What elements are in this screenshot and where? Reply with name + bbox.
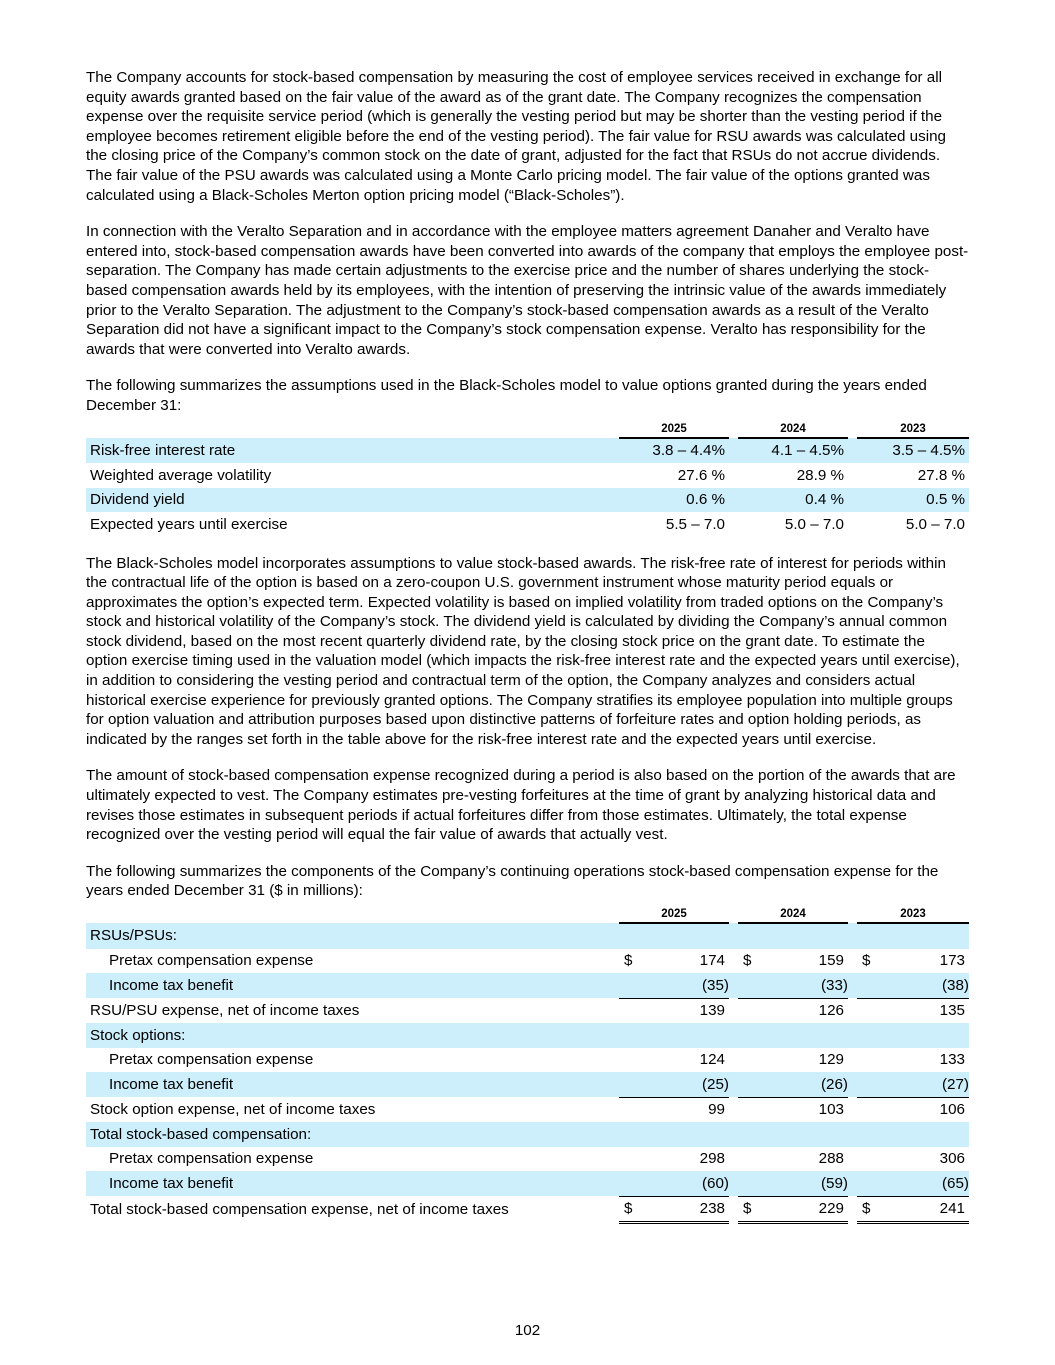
table-row: [86, 512, 969, 537]
value-cell: 133: [939, 1051, 965, 1069]
value-cell: 28.9 %: [796, 466, 844, 484]
value-cell: 5.5 – 7.0: [665, 515, 725, 533]
value-cell: (35): [639, 973, 729, 998]
value-cell: 174: [699, 952, 725, 970]
value-cell: 99: [708, 1101, 725, 1119]
row-label: Pretax compensation expense: [109, 952, 314, 970]
total-row: [86, 1196, 969, 1223]
year-header: 2025: [619, 420, 729, 438]
value-cell: 5.0 – 7.0: [784, 515, 844, 533]
table-row: [86, 949, 969, 974]
section-header-row: [86, 1122, 969, 1147]
currency-symbol: $: [862, 952, 871, 970]
table-row: [86, 1072, 969, 1097]
year-header: 2023: [857, 905, 969, 923]
value-cell: 27.6 %: [677, 466, 725, 484]
value-cell: 106: [939, 1101, 965, 1119]
value-cell: (25): [639, 1072, 729, 1097]
row-label: Income tax benefit: [86, 1072, 619, 1097]
value-cell: 5.0 – 7.0: [905, 515, 965, 533]
paragraph-expense-intro: The following summarizes the components of the Company’s continuing operations stock-based compensation expense for the years ended December 31 ($ in millions):: [86, 862, 939, 900]
section-label: Total stock-based compensation:: [86, 1122, 619, 1147]
year-header: 2025: [619, 905, 729, 923]
value-cell: 126: [818, 1002, 844, 1020]
stock-comp-expense-table: [86, 905, 969, 1224]
section-header-row: [86, 923, 969, 949]
value-cell: 3.8 – 4.4%: [619, 438, 729, 464]
row-label: Risk-free interest rate: [86, 438, 619, 464]
value-cell: (60): [639, 1171, 729, 1196]
paragraph-veralto-separation: In connection with the Veralto Separation and in accordance with the employee matters agreement Danaher and Veralto have entered into, stock-based compensation awards have been converted into awards of the company that employs the employee post-separation. The Company has made certain adjustments to the exercise price and the number of shares underlying the stock-based compensation awards held by its employees, with the intention of preserving the intrinsic value of the awards immediately prior to the Veralto Separation. The adjustment to the Company’s stock-based compensation awards as a result of the Veralto Separation did not have a significant impact to the Company’s stock compensation expense. Veralto has responsibility for the awards that were converted into Veralto awards.: [86, 223, 969, 358]
value-cell: 159: [818, 952, 844, 970]
black-scholes-assumptions-table: [86, 420, 969, 537]
paragraph-assumptions-intro: The following summarizes the assumptions used in the Black-Scholes model to value options granted during the years ended December 31:: [86, 377, 927, 414]
table-row: [86, 438, 969, 464]
year-header: 2024: [738, 905, 848, 923]
value-cell: 135: [939, 1002, 965, 1020]
row-label: Total stock-based compensation expense, net of income taxes: [90, 1200, 509, 1218]
value-cell: 3.5 – 4.5%: [857, 438, 969, 464]
table-row: [86, 1048, 969, 1073]
section-label: Stock options:: [86, 1023, 619, 1048]
year-header: 2023: [857, 420, 969, 438]
row-label: Stock option expense, net of income taxes: [90, 1101, 376, 1118]
row-label: Expected years until exercise: [90, 515, 288, 533]
paragraph-forfeitures: The amount of stock-based compensation expense recognized during a period is also based on the portion of the awards that are ultimately expected to vest. The Company estimates pre-vesting forfeitures at the time of grant by analyzing historical data and revises those estimates in subsequent periods if actual forfeitures differ from those estimates. Ultimately, the total expense recognized over the vesting period will equal the fair value of awards that actually vest.: [86, 767, 956, 844]
table-row: [86, 1147, 969, 1172]
paragraph-stock-comp-accounting: The Company accounts for stock-based compensation by measuring the cost of employee services received in exchange for all equity awards granted based on the fair value of the award as of the grant date. The Company recognizes the compensation expense over the requisite service period (which is generally the vesting period but may be shorter than the vesting period if the employee becomes retirement eligible before the end of the vesting period). The fair value for RSU awards was calculated using the closing price of the Company’s common stock on the date of grant, adjusted for the fact that RSUs do not accrue dividends. The fair value of the PSU awards was calculated using a Monte Carlo pricing model. The fair value of the options granted was calculated using a Black-Scholes Merton option pricing model (“Black-Scholes”).: [86, 69, 946, 204]
section-header-row: [86, 1023, 969, 1048]
row-label: Weighted average volatility: [90, 466, 272, 484]
section-label: RSUs/PSUs:: [86, 923, 619, 949]
value-cell: (59): [758, 1171, 848, 1196]
value-cell: 229: [758, 1196, 848, 1223]
row-label: Pretax compensation expense: [109, 1150, 314, 1168]
row-label: RSU/PSU expense, net of income taxes: [90, 1002, 360, 1019]
subtotal-row: [86, 1097, 969, 1122]
currency-symbol: $: [624, 952, 633, 970]
value-cell: (26): [758, 1072, 848, 1097]
value-cell: (33): [758, 973, 848, 998]
table-header-row: [86, 905, 969, 923]
value-cell: 129: [818, 1051, 844, 1069]
currency-symbol: $: [743, 952, 752, 970]
value-cell: 0.4 %: [738, 488, 848, 513]
value-cell: 241: [877, 1196, 969, 1223]
year-header: 2024: [738, 420, 848, 438]
table-row: [86, 488, 969, 513]
page-number: 102: [514, 1322, 541, 1339]
value-cell: 0.6 %: [619, 488, 729, 513]
currency-symbol: $: [857, 1196, 877, 1223]
value-cell: (38): [877, 973, 969, 998]
value-cell: (65): [877, 1171, 969, 1196]
value-cell: 139: [699, 1002, 725, 1020]
document-page: [86, 68, 969, 1241]
value-cell: 4.1 – 4.5%: [738, 438, 848, 464]
value-cell: 298: [699, 1150, 725, 1168]
value-cell: 103: [818, 1101, 844, 1119]
table-row: [86, 973, 969, 998]
currency-symbol: $: [619, 1196, 639, 1223]
subtotal-row: [86, 998, 969, 1023]
currency-symbol: $: [738, 1196, 758, 1223]
value-cell: 288: [818, 1150, 844, 1168]
row-label: Pretax compensation expense: [109, 1051, 314, 1069]
value-cell: 0.5 %: [857, 488, 969, 513]
value-cell: 173: [939, 952, 965, 970]
value-cell: 27.8 %: [917, 466, 965, 484]
paragraph-black-scholes-explanation: The Black-Scholes model incorporates assumptions to value stock-based awards. The risk-free rate of interest for periods within the contractual life of the option is based on a zero-coupon U.S. government instrument whose maturity period equals or approximates the option’s expected term. Expected volatility is based on implied volatility from traded options on the Company’s stock and historical volatility of the Company’s stock. The dividend yield is calculated by dividing the Company’s annual common stock dividend, based on the most recent quarterly dividend rate, by the closing stock price on the grant date. To estimate the option exercise timing used in the valuation model (which impacts the risk-free interest rate and the expected years until exercise), in addition to considering the vesting period and contractual term of the option, the Company analyzes and considers actual historical exercise experience for previously granted options. The Company stratifies its employee population into multiple groups for option valuation and attribution purposes based upon distinctive patterns of forfeiture rates and option holding periods, as indicated by the ranges set forth in the table above for the risk-free interest rate and the expected years until exercise.: [86, 554, 960, 748]
row-label: Income tax benefit: [86, 1171, 619, 1196]
value-cell: 306: [939, 1150, 965, 1168]
table-row: [86, 1171, 969, 1196]
row-label: Income tax benefit: [86, 973, 619, 998]
value-cell: (27): [877, 1072, 969, 1097]
table-row: [86, 463, 969, 488]
table-header-row: [86, 420, 969, 438]
row-label: Dividend yield: [86, 488, 619, 513]
value-cell: 238: [639, 1196, 729, 1223]
value-cell: 124: [699, 1051, 725, 1069]
